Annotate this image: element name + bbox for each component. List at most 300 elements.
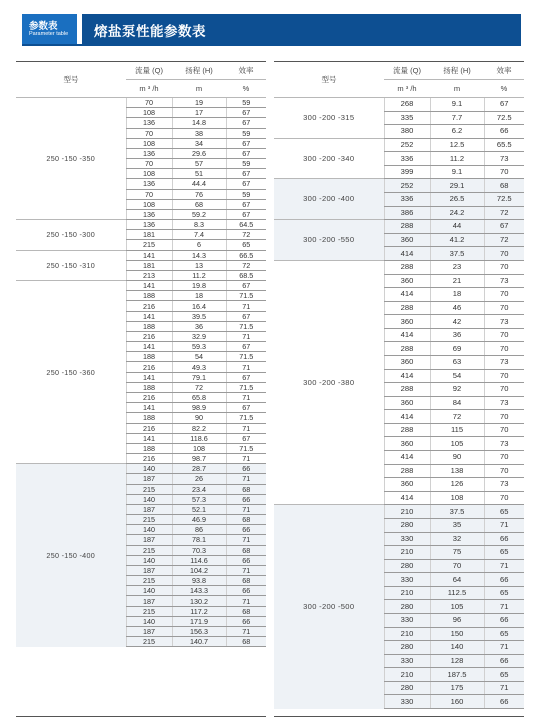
flow-cell: 330 bbox=[384, 654, 430, 668]
flow-cell: 280 bbox=[384, 641, 430, 655]
head-cell: 18 bbox=[172, 291, 226, 301]
efficiency-cell: 73 bbox=[484, 396, 524, 410]
head-cell: 59.2 bbox=[172, 209, 226, 219]
efficiency-cell: 67 bbox=[226, 138, 266, 148]
flow-cell: 140 bbox=[126, 586, 172, 596]
efficiency-cell: 71 bbox=[226, 423, 266, 433]
flow-cell: 140 bbox=[126, 525, 172, 535]
head-cell: 76 bbox=[172, 189, 226, 199]
head-cell: 84 bbox=[430, 396, 484, 410]
efficiency-cell: 72 bbox=[484, 233, 524, 247]
efficiency-cell: 66.5 bbox=[226, 250, 266, 260]
efficiency-cell: 71.5 bbox=[226, 382, 266, 392]
flow-cell: 187 bbox=[126, 504, 172, 514]
model-header: 型号 bbox=[16, 62, 126, 98]
right-parameter-table bbox=[274, 62, 524, 709]
head-cell: 35 bbox=[430, 518, 484, 532]
page-header bbox=[0, 0, 539, 46]
head-cell: 26 bbox=[172, 474, 226, 484]
flow-cell: 215 bbox=[126, 606, 172, 616]
efficiency-cell: 67 bbox=[226, 433, 266, 443]
head-cell: 112.5 bbox=[430, 586, 484, 600]
head-cell: 108 bbox=[172, 443, 226, 453]
flow-cell: 335 bbox=[384, 111, 430, 125]
head-cell: 29.1 bbox=[430, 179, 484, 193]
flow-cell: 336 bbox=[384, 193, 430, 207]
flow-cell: 181 bbox=[126, 260, 172, 270]
flow-cell: 188 bbox=[126, 352, 172, 362]
head-cell: 75 bbox=[430, 546, 484, 560]
flow-cell: 210 bbox=[384, 668, 430, 682]
table-row bbox=[274, 260, 524, 274]
head-cell: 51 bbox=[172, 169, 226, 179]
table-row bbox=[274, 505, 524, 519]
efficiency-cell: 73 bbox=[484, 355, 524, 369]
head-cell: 126 bbox=[430, 478, 484, 492]
flow-cell: 140 bbox=[126, 494, 172, 504]
efficiency-cell: 71 bbox=[226, 596, 266, 606]
efficiency-cell: 71.5 bbox=[226, 443, 266, 453]
efficiency-cell: 71.5 bbox=[226, 413, 266, 423]
flow-cell: 141 bbox=[126, 342, 172, 352]
efficiency-cell: 64.5 bbox=[226, 220, 266, 230]
head-cell: 37.5 bbox=[430, 505, 484, 519]
flow-cell: 399 bbox=[384, 165, 430, 179]
flow-cell: 252 bbox=[384, 179, 430, 193]
flow-cell: 187 bbox=[126, 596, 172, 606]
flow-cell: 288 bbox=[384, 260, 430, 274]
efficiency-cell: 70 bbox=[484, 260, 524, 274]
table-row bbox=[16, 250, 266, 260]
head-cell: 115 bbox=[430, 423, 484, 437]
head-cell: 143.3 bbox=[172, 586, 226, 596]
flow-cell: 360 bbox=[384, 478, 430, 492]
flow-cell: 210 bbox=[384, 546, 430, 560]
table-row bbox=[274, 98, 524, 112]
head-cell: 108 bbox=[430, 491, 484, 505]
head-cell: 16.4 bbox=[172, 301, 226, 311]
flow-cell: 70 bbox=[126, 159, 172, 169]
head-cell: 14.3 bbox=[172, 250, 226, 260]
head-cell: 130.2 bbox=[172, 596, 226, 606]
flow-cell: 414 bbox=[384, 247, 430, 261]
flow-cell: 280 bbox=[384, 559, 430, 573]
flow-cell: 280 bbox=[384, 600, 430, 614]
badge-subtitle: Parameter table bbox=[29, 31, 69, 37]
efficiency-cell: 68 bbox=[226, 545, 266, 555]
head-cell: 118.6 bbox=[172, 433, 226, 443]
efficiency-cell: 70 bbox=[484, 451, 524, 465]
efficiency-cell: 71 bbox=[226, 474, 266, 484]
head-cell: 37.5 bbox=[430, 247, 484, 261]
efficiency-cell: 66 bbox=[226, 525, 266, 535]
efficiency-cell: 67 bbox=[226, 311, 266, 321]
flow-cell: 414 bbox=[384, 328, 430, 342]
flow-cell: 280 bbox=[384, 681, 430, 695]
flow-cell: 181 bbox=[126, 230, 172, 240]
efficiency-cell: 70 bbox=[484, 301, 524, 315]
flow-cell: 330 bbox=[384, 695, 430, 709]
efficiency-cell: 67 bbox=[226, 179, 266, 189]
flow-cell: 288 bbox=[384, 383, 430, 397]
head-cell: 21 bbox=[430, 274, 484, 288]
head-cell: 90 bbox=[430, 451, 484, 465]
flow-cell: 330 bbox=[384, 573, 430, 587]
flow-cell: 288 bbox=[384, 342, 430, 356]
flow-cell: 215 bbox=[126, 240, 172, 250]
efficiency-cell: 72.5 bbox=[484, 111, 524, 125]
efficiency-cell: 71 bbox=[226, 565, 266, 575]
model-header: 型号 bbox=[274, 62, 384, 98]
head-cell: 11.2 bbox=[430, 152, 484, 166]
head-unit: m bbox=[172, 80, 226, 98]
title-bar bbox=[82, 14, 521, 44]
flow-cell: 187 bbox=[126, 626, 172, 636]
head-cell: 171.9 bbox=[172, 616, 226, 626]
model-cell: 300 -200 -380 bbox=[274, 260, 384, 504]
model-cell: 300 -200 -340 bbox=[274, 138, 384, 179]
head-cell: 36 bbox=[430, 328, 484, 342]
flow-cell: 215 bbox=[126, 576, 172, 586]
efficiency-cell: 71.5 bbox=[226, 352, 266, 362]
flow-cell: 213 bbox=[126, 270, 172, 280]
efficiency-cell: 70 bbox=[484, 328, 524, 342]
flow-cell: 360 bbox=[384, 437, 430, 451]
head-cell: 72 bbox=[430, 410, 484, 424]
efficiency-cell: 67 bbox=[226, 108, 266, 118]
flow-cell: 215 bbox=[126, 484, 172, 494]
head-cell: 6.2 bbox=[430, 125, 484, 139]
head-cell: 70 bbox=[430, 559, 484, 573]
efficiency-cell: 65 bbox=[484, 668, 524, 682]
efficiency-cell: 66 bbox=[226, 586, 266, 596]
flow-cell: 188 bbox=[126, 321, 172, 331]
head-cell: 70.3 bbox=[172, 545, 226, 555]
head-cell: 46 bbox=[430, 301, 484, 315]
efficiency-cell: 67 bbox=[226, 342, 266, 352]
efficiency-cell: 70 bbox=[484, 247, 524, 261]
efficiency-cell: 68.5 bbox=[226, 270, 266, 280]
efficiency-cell: 71 bbox=[226, 535, 266, 545]
head-cell: 32.9 bbox=[172, 331, 226, 341]
efficiency-cell: 67 bbox=[226, 118, 266, 128]
efficiency-cell: 73 bbox=[484, 274, 524, 288]
efficiency-cell: 70 bbox=[484, 369, 524, 383]
efficiency-cell: 67 bbox=[226, 199, 266, 209]
flow-cell: 216 bbox=[126, 423, 172, 433]
efficiency-cell: 73 bbox=[484, 315, 524, 329]
head-cell: 105 bbox=[430, 437, 484, 451]
efficiency-cell: 73 bbox=[484, 437, 524, 451]
head-cell: 68 bbox=[172, 199, 226, 209]
model-cell: 250 -150 -360 bbox=[16, 281, 126, 464]
model-cell: 300 -200 -500 bbox=[274, 505, 384, 709]
efficiency-cell: 65 bbox=[484, 505, 524, 519]
flow-cell: 216 bbox=[126, 301, 172, 311]
head-cell: 8.3 bbox=[172, 220, 226, 230]
head-cell: 23 bbox=[430, 260, 484, 274]
head-cell: 82.2 bbox=[172, 423, 226, 433]
efficiency-cell: 72 bbox=[484, 206, 524, 220]
flow-unit: m ³ /h bbox=[126, 80, 172, 98]
efficiency-cell: 67 bbox=[226, 372, 266, 382]
efficiency-cell: 71 bbox=[226, 454, 266, 464]
head-cell: 65.8 bbox=[172, 392, 226, 402]
right-table-bottom-rule bbox=[274, 716, 524, 717]
head-cell: 44 bbox=[430, 220, 484, 234]
head-cell: 19 bbox=[172, 98, 226, 108]
flow-unit: m ³ /h bbox=[384, 80, 430, 98]
left-table-bottom-rule bbox=[16, 716, 266, 717]
head-cell: 156.3 bbox=[172, 626, 226, 636]
efficiency-cell: 68 bbox=[226, 637, 266, 647]
efficiency-cell: 71 bbox=[484, 641, 524, 655]
table-row bbox=[274, 179, 524, 193]
flow-cell: 136 bbox=[126, 209, 172, 219]
head-cell: 117.2 bbox=[172, 606, 226, 616]
efficiency-cell: 65 bbox=[484, 586, 524, 600]
efficiency-cell: 70 bbox=[484, 288, 524, 302]
head-cell: 79.1 bbox=[172, 372, 226, 382]
efficiency-cell: 67 bbox=[484, 220, 524, 234]
head-cell: 98.9 bbox=[172, 403, 226, 413]
efficiency-cell: 59 bbox=[226, 159, 266, 169]
efficiency-cell: 66 bbox=[484, 573, 524, 587]
head-cell: 44.4 bbox=[172, 179, 226, 189]
efficiency-cell: 71.5 bbox=[226, 321, 266, 331]
flow-cell: 360 bbox=[384, 233, 430, 247]
parameter-table-badge bbox=[22, 14, 77, 44]
efficiency-cell: 68 bbox=[484, 179, 524, 193]
flow-cell: 70 bbox=[126, 128, 172, 138]
model-cell: 300 -200 -400 bbox=[274, 179, 384, 220]
head-cell: 41.2 bbox=[430, 233, 484, 247]
flow-cell: 216 bbox=[126, 392, 172, 402]
flow-cell: 187 bbox=[126, 535, 172, 545]
efficiency-cell: 66 bbox=[226, 555, 266, 565]
head-cell: 46.9 bbox=[172, 515, 226, 525]
head-cell: 90 bbox=[172, 413, 226, 423]
table-row bbox=[16, 464, 266, 474]
efficiency-cell: 68 bbox=[226, 484, 266, 494]
head-cell: 128 bbox=[430, 654, 484, 668]
flow-cell: 188 bbox=[126, 413, 172, 423]
flow-cell: 141 bbox=[126, 311, 172, 321]
efficiency-unit: % bbox=[484, 80, 524, 98]
head-cell: 138 bbox=[430, 464, 484, 478]
efficiency-cell: 71 bbox=[484, 600, 524, 614]
head-cell: 78.1 bbox=[172, 535, 226, 545]
head-cell: 140 bbox=[430, 641, 484, 655]
head-cell: 105 bbox=[430, 600, 484, 614]
table-row bbox=[16, 281, 266, 291]
head-cell: 26.5 bbox=[430, 193, 484, 207]
head-cell: 11.2 bbox=[172, 270, 226, 280]
table-row bbox=[274, 138, 524, 152]
efficiency-cell: 71 bbox=[484, 518, 524, 532]
efficiency-cell: 67 bbox=[484, 98, 524, 112]
head-cell: 32 bbox=[430, 532, 484, 546]
efficiency-cell: 65 bbox=[484, 546, 524, 560]
flow-cell: 215 bbox=[126, 545, 172, 555]
efficiency-cell: 66 bbox=[226, 616, 266, 626]
head-cell: 187.5 bbox=[430, 668, 484, 682]
flow-cell: 414 bbox=[384, 369, 430, 383]
head-cell: 23.4 bbox=[172, 484, 226, 494]
flow-cell: 136 bbox=[126, 118, 172, 128]
flow-cell: 188 bbox=[126, 382, 172, 392]
flow-cell: 188 bbox=[126, 291, 172, 301]
efficiency-cell: 72 bbox=[226, 260, 266, 270]
model-cell: 250 -150 -400 bbox=[16, 464, 126, 647]
flow-cell: 360 bbox=[384, 315, 430, 329]
flow-cell: 330 bbox=[384, 613, 430, 627]
flow-cell: 188 bbox=[126, 443, 172, 453]
efficiency-header: 效率 bbox=[484, 62, 524, 80]
efficiency-cell: 70 bbox=[484, 165, 524, 179]
model-cell: 300 -200 -550 bbox=[274, 220, 384, 261]
head-cell: 34 bbox=[172, 138, 226, 148]
head-cell: 54 bbox=[172, 352, 226, 362]
efficiency-cell: 70 bbox=[484, 491, 524, 505]
flow-cell: 380 bbox=[384, 125, 430, 139]
head-cell: 28.7 bbox=[172, 464, 226, 474]
flow-cell: 414 bbox=[384, 491, 430, 505]
efficiency-cell: 65.5 bbox=[484, 138, 524, 152]
flow-cell: 216 bbox=[126, 454, 172, 464]
page-title: 熔盐泵性能参数表 bbox=[94, 24, 206, 39]
head-cell: 42 bbox=[430, 315, 484, 329]
efficiency-cell: 70 bbox=[484, 342, 524, 356]
efficiency-cell: 68 bbox=[226, 606, 266, 616]
flow-cell: 108 bbox=[126, 108, 172, 118]
flow-cell: 108 bbox=[126, 169, 172, 179]
head-cell: 64 bbox=[430, 573, 484, 587]
flow-cell: 216 bbox=[126, 331, 172, 341]
head-cell: 175 bbox=[430, 681, 484, 695]
efficiency-cell: 71 bbox=[226, 362, 266, 372]
head-cell: 54 bbox=[430, 369, 484, 383]
efficiency-cell: 71 bbox=[484, 681, 524, 695]
flow-cell: 414 bbox=[384, 451, 430, 465]
flow-cell: 288 bbox=[384, 423, 430, 437]
flow-cell: 136 bbox=[126, 148, 172, 158]
head-cell: 93.8 bbox=[172, 576, 226, 586]
efficiency-cell: 59 bbox=[226, 98, 266, 108]
left-parameter-table bbox=[16, 62, 266, 647]
head-cell: 18 bbox=[430, 288, 484, 302]
head-cell: 160 bbox=[430, 695, 484, 709]
efficiency-cell: 73 bbox=[484, 152, 524, 166]
head-unit: m bbox=[430, 80, 484, 98]
efficiency-cell: 67 bbox=[226, 281, 266, 291]
table-row bbox=[16, 98, 266, 108]
flow-cell: 386 bbox=[384, 206, 430, 220]
efficiency-cell: 71 bbox=[226, 331, 266, 341]
flow-cell: 141 bbox=[126, 403, 172, 413]
efficiency-cell: 66 bbox=[226, 494, 266, 504]
efficiency-cell: 68 bbox=[226, 576, 266, 586]
head-cell: 36 bbox=[172, 321, 226, 331]
head-cell: 57.3 bbox=[172, 494, 226, 504]
head-cell: 63 bbox=[430, 355, 484, 369]
efficiency-cell: 59 bbox=[226, 189, 266, 199]
head-cell: 57 bbox=[172, 159, 226, 169]
flow-cell: 336 bbox=[384, 152, 430, 166]
head-cell: 29.6 bbox=[172, 148, 226, 158]
flow-cell: 141 bbox=[126, 250, 172, 260]
head-header: 扬程 (H) bbox=[430, 62, 484, 80]
efficiency-cell: 68 bbox=[226, 515, 266, 525]
efficiency-cell: 70 bbox=[484, 383, 524, 397]
flow-cell: 288 bbox=[384, 220, 430, 234]
flow-cell: 187 bbox=[126, 565, 172, 575]
flow-cell: 187 bbox=[126, 474, 172, 484]
head-cell: 69 bbox=[430, 342, 484, 356]
head-cell: 140.7 bbox=[172, 637, 226, 647]
efficiency-cell: 66 bbox=[484, 654, 524, 668]
head-cell: 72 bbox=[172, 382, 226, 392]
flow-cell: 140 bbox=[126, 555, 172, 565]
efficiency-cell: 72 bbox=[226, 230, 266, 240]
flow-header: 流量 (Q) bbox=[384, 62, 430, 80]
flow-cell: 108 bbox=[126, 199, 172, 209]
efficiency-cell: 65 bbox=[226, 240, 266, 250]
head-cell: 92 bbox=[430, 383, 484, 397]
flow-cell: 268 bbox=[384, 98, 430, 112]
head-header: 扬程 (H) bbox=[172, 62, 226, 80]
head-cell: 49.3 bbox=[172, 362, 226, 372]
head-cell: 17 bbox=[172, 108, 226, 118]
flow-cell: 70 bbox=[126, 98, 172, 108]
head-cell: 7.7 bbox=[430, 111, 484, 125]
head-cell: 9.1 bbox=[430, 165, 484, 179]
model-cell: 250 -150 -350 bbox=[16, 98, 126, 220]
efficiency-cell: 72.5 bbox=[484, 193, 524, 207]
efficiency-cell: 71 bbox=[226, 392, 266, 402]
efficiency-cell: 66 bbox=[484, 695, 524, 709]
flow-cell: 141 bbox=[126, 372, 172, 382]
flow-cell: 141 bbox=[126, 281, 172, 291]
flow-cell: 140 bbox=[126, 616, 172, 626]
efficiency-cell: 70 bbox=[484, 410, 524, 424]
efficiency-cell: 66 bbox=[484, 125, 524, 139]
table-row bbox=[16, 220, 266, 230]
efficiency-cell: 67 bbox=[226, 169, 266, 179]
efficiency-cell: 65 bbox=[484, 627, 524, 641]
flow-cell: 210 bbox=[384, 627, 430, 641]
flow-cell: 330 bbox=[384, 532, 430, 546]
efficiency-cell: 71 bbox=[484, 559, 524, 573]
efficiency-cell: 71 bbox=[226, 301, 266, 311]
flow-cell: 252 bbox=[384, 138, 430, 152]
efficiency-cell: 71 bbox=[226, 504, 266, 514]
badge-title: 参数表 bbox=[29, 21, 58, 32]
head-cell: 52.1 bbox=[172, 504, 226, 514]
flow-cell: 216 bbox=[126, 362, 172, 372]
head-cell: 14.8 bbox=[172, 118, 226, 128]
efficiency-header: 效率 bbox=[226, 62, 266, 80]
head-cell: 150 bbox=[430, 627, 484, 641]
head-cell: 24.2 bbox=[430, 206, 484, 220]
head-cell: 19.8 bbox=[172, 281, 226, 291]
flow-cell: 141 bbox=[126, 433, 172, 443]
head-cell: 13 bbox=[172, 260, 226, 270]
table-row bbox=[274, 220, 524, 234]
efficiency-cell: 66 bbox=[226, 464, 266, 474]
efficiency-cell: 66 bbox=[484, 532, 524, 546]
flow-cell: 215 bbox=[126, 515, 172, 525]
